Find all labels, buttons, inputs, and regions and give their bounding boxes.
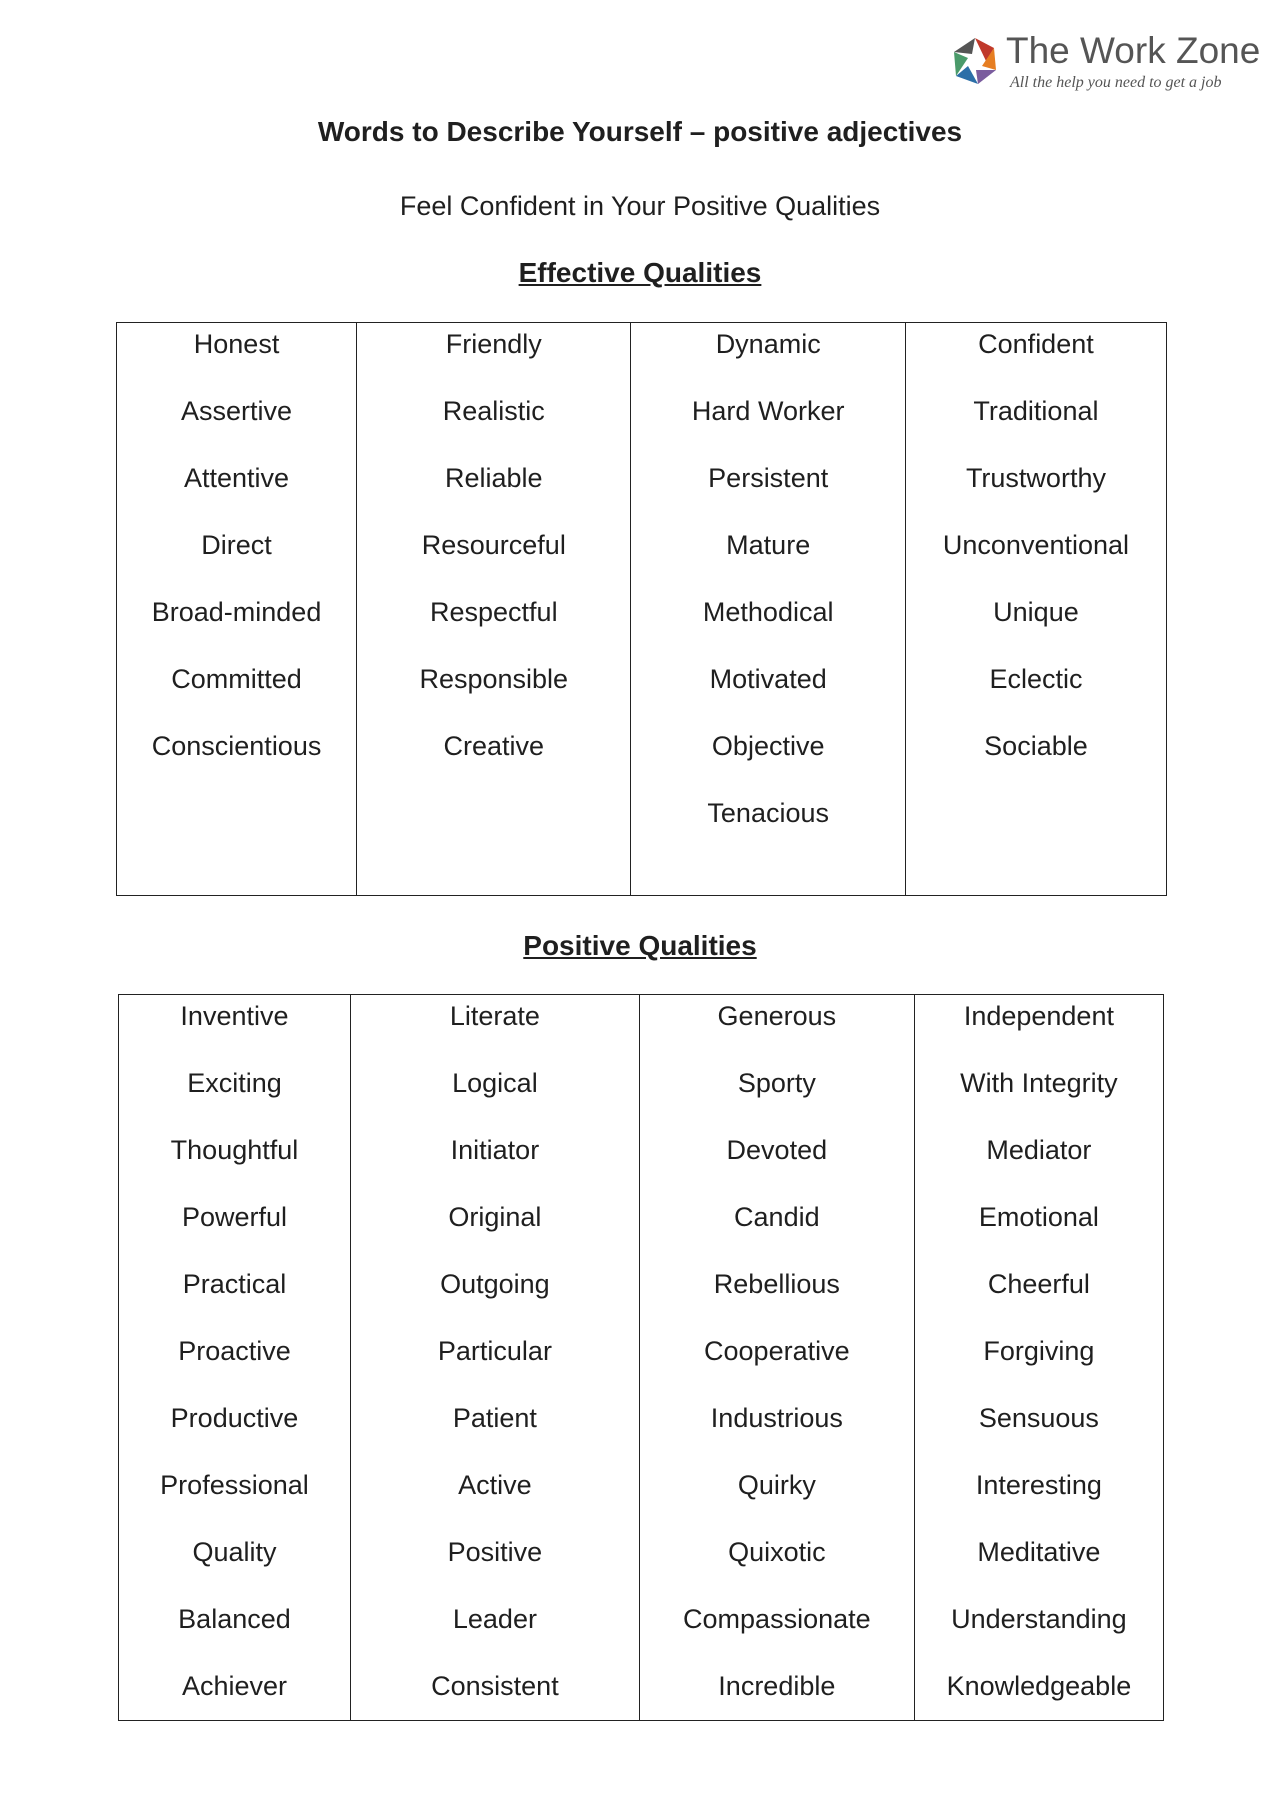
quality-word: Initiator <box>450 1135 540 1165</box>
quality-word: Compassionate <box>683 1604 871 1634</box>
quality-word: Confident <box>978 329 1094 359</box>
table-column <box>905 323 1166 896</box>
quality-word: Positive <box>447 1537 543 1567</box>
effective-qualities-table <box>116 322 1167 896</box>
quality-word: Quality <box>192 1537 277 1567</box>
quality-word: Creative <box>443 731 545 761</box>
quality-word: Broad-minded <box>151 597 322 627</box>
quality-word: Independent <box>963 1001 1114 1031</box>
work-zone-logo <box>948 30 1268 92</box>
quality-word: Incredible <box>718 1671 836 1701</box>
quality-word: Mediator <box>986 1135 1092 1165</box>
quality-word: Achiever <box>181 1671 287 1701</box>
logo-tagline: All the help you need to get a job <box>1010 74 1222 91</box>
quality-word: Balanced <box>178 1604 291 1634</box>
quality-word: Emotional <box>978 1202 1099 1232</box>
quality-word: With Integrity <box>960 1068 1118 1098</box>
quality-word: Productive <box>170 1403 299 1433</box>
quality-word: Sporty <box>737 1068 816 1098</box>
table-column <box>631 323 905 896</box>
page-title: Words to Describe Yourself – positive adjectives <box>317 116 963 147</box>
quality-word: Cheerful <box>987 1269 1090 1299</box>
quality-word: Hard Worker <box>691 396 845 426</box>
quality-word: Honest <box>193 329 280 359</box>
table-column <box>350 995 639 1721</box>
quality-word: Quirky <box>737 1470 816 1500</box>
quality-word: Devoted <box>726 1135 828 1165</box>
positive-qualities-table <box>118 994 1164 1721</box>
quality-word: Realistic <box>442 396 545 426</box>
quality-word: Mature <box>726 530 811 560</box>
quality-word: Attentive <box>184 463 290 493</box>
quality-word: Active <box>458 1470 532 1500</box>
quality-word: Understanding <box>951 1604 1127 1634</box>
positive-qualities-heading: Positive Qualities <box>523 930 757 961</box>
quality-word: Dynamic <box>715 329 821 359</box>
table-row <box>119 995 1164 1721</box>
quality-word: Forgiving <box>983 1336 1095 1366</box>
quality-word: Logical <box>452 1068 538 1098</box>
effective-qualities-heading: Effective Qualities <box>518 257 762 288</box>
quality-word: Traditional <box>973 396 1099 426</box>
quality-word: Friendly <box>445 329 542 359</box>
quality-word: Consistent <box>431 1671 559 1701</box>
page-subtitle: Feel Confident in Your Positive Qualities <box>399 191 881 221</box>
quality-word: Conscientious <box>151 731 322 761</box>
quality-word: Sensuous <box>978 1403 1099 1433</box>
quality-word: Powerful <box>181 1202 287 1232</box>
quality-word: Industrious <box>710 1403 843 1433</box>
table-row <box>117 323 1167 896</box>
quality-word: Unique <box>993 597 1079 627</box>
quality-word: Original <box>448 1202 542 1232</box>
quality-word: Exciting <box>187 1068 282 1098</box>
quality-word: Quixotic <box>728 1537 826 1567</box>
quality-word: Interesting <box>975 1470 1102 1500</box>
quality-word: Reliable <box>445 463 543 493</box>
quality-word: Candid <box>734 1202 820 1232</box>
quality-word: Particular <box>437 1336 552 1366</box>
quality-word: Objective <box>711 731 825 761</box>
quality-word: Resourceful <box>421 530 566 560</box>
quality-word: Tenacious <box>707 798 829 828</box>
quality-word: Leader <box>452 1604 537 1634</box>
quality-word: Trustworthy <box>965 463 1106 493</box>
quality-word: Professional <box>160 1470 309 1500</box>
logo-mark-icon <box>948 34 1002 88</box>
quality-word: Generous <box>717 1001 837 1031</box>
quality-word: Literate <box>449 1001 540 1031</box>
quality-word: Sociable <box>984 731 1088 761</box>
quality-word: Knowledgeable <box>946 1671 1132 1701</box>
table-column <box>639 995 914 1721</box>
quality-word: Respectful <box>430 597 558 627</box>
quality-word: Patient <box>452 1403 537 1433</box>
quality-word: Outgoing <box>440 1269 550 1299</box>
quality-word: Meditative <box>977 1537 1101 1567</box>
quality-word: Cooperative <box>704 1336 850 1366</box>
quality-word: Inventive <box>180 1001 289 1031</box>
quality-word: Direct <box>201 530 272 560</box>
table-column <box>914 995 1163 1721</box>
quality-word: Methodical <box>702 597 834 627</box>
quality-word: Proactive <box>178 1336 291 1366</box>
table-column <box>117 323 357 896</box>
quality-word: Assertive <box>181 396 293 426</box>
quality-word: Motivated <box>709 664 827 694</box>
quality-word: Thoughtful <box>170 1135 299 1165</box>
quality-word: Practical <box>182 1269 287 1299</box>
logo-title: The Work Zone <box>1006 30 1261 71</box>
quality-word: Eclectic <box>989 664 1083 694</box>
quality-word: Unconventional <box>942 530 1130 560</box>
quality-word: Persistent <box>708 463 829 493</box>
table-column <box>357 323 631 896</box>
quality-word: Responsible <box>419 664 569 694</box>
quality-word: Committed <box>171 664 302 694</box>
table-column <box>119 995 351 1721</box>
quality-word: Rebellious <box>713 1269 840 1299</box>
